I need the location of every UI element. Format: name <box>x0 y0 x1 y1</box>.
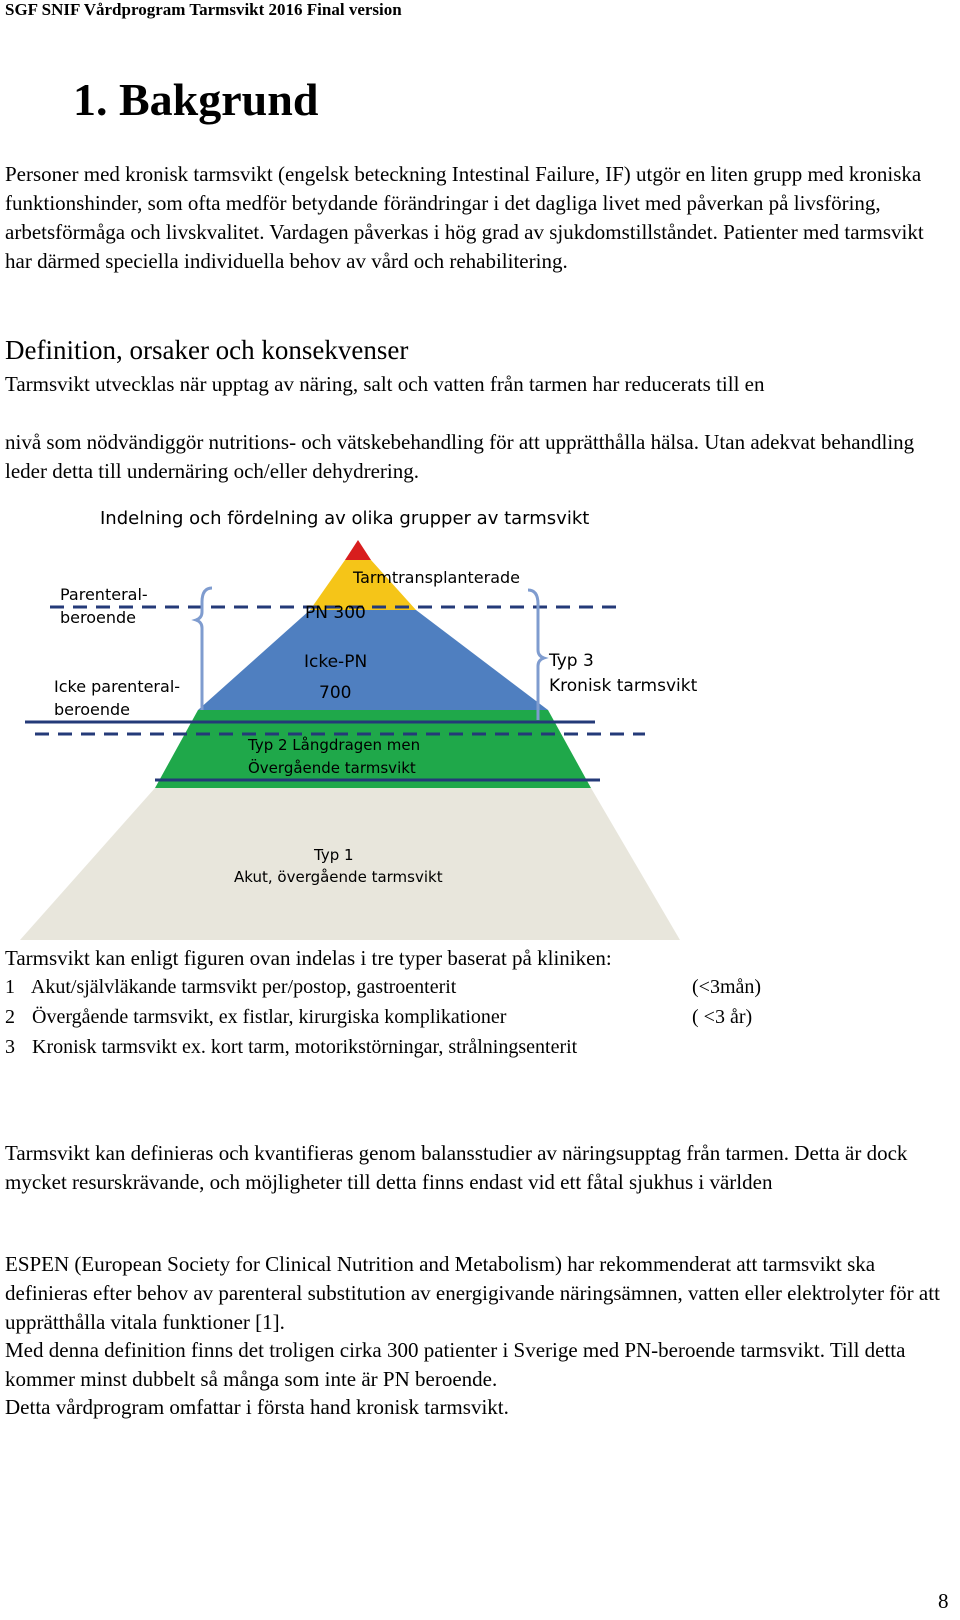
balance-paragraph: Tarmsvikt kan definieras och kvantifieras genom balansstudier av näringsupptag från tarmen. Detta är dock mycket resurskrävande, och möjligheter till detta finns endast vid ett fåtal sjukhus i världen <box>5 1141 908 1194</box>
label-overgaende: Övergående tarmsvikt <box>248 759 416 777</box>
type-duration: (<3mån) <box>692 976 762 998</box>
figure-title: Indelning och fördelning av olika grupper av tarmsvikt <box>100 508 590 529</box>
scope-paragraph: Detta vårdprogram omfattar i första hand kronisk tarmsvikt. <box>5 1395 509 1419</box>
type-row <box>5 1033 577 1061</box>
label-akut: Akut, övergående tarmsvikt <box>234 868 443 886</box>
definition-paragraph: nivå som nödvändiggör nutritions- och vätskebehandling för att upprätthålla hälsa. Utan adekvat behandling leder detta till undernäring och/eller dehydrering. <box>5 430 915 483</box>
label-parenteral-2: beroende <box>60 608 136 627</box>
label-typ1: Typ 1 <box>314 846 354 864</box>
type-number: 2 <box>5 1006 15 1028</box>
type-text: Akut/självläkande tarmsvikt per/postop, gastroenterit <box>30 976 457 998</box>
pyramid-ickepn-layer <box>198 610 548 710</box>
pyramid-top-layer <box>345 540 371 560</box>
label-icke-parenteral-2: beroende <box>54 700 130 719</box>
label-tarmtransplanterade: Tarmtransplanterade <box>353 568 520 587</box>
type-text: Kronisk tarmsvikt ex. kort tarm, motorikstörningar, strålningsenterit <box>32 1036 578 1058</box>
label-kronisk-tarmsvikt: Kronisk tarmsvikt <box>549 676 698 696</box>
chapter-title: 1. Bakgrund <box>73 74 319 125</box>
espen-paragraph: ESPEN (European Society for Clinical Nutrition and Metabolism) har rekommenderat att tarmsvikt ska definieras efter behov av parenteral substitution av energigivande näringsämnen, vatten eller elektrolyter för att upprätthålla vitala funktioner [1]. <box>5 1252 940 1334</box>
label-700: 700 <box>319 683 352 703</box>
pyramid-typ1-layer <box>20 788 680 940</box>
type-row <box>5 973 456 1001</box>
type-row <box>5 1003 506 1031</box>
types-intro: Tarmsvikt kan enligt figuren ovan indelas i tre typer baserat på kliniken: <box>5 946 612 970</box>
type-text: Övergående tarmsvikt, ex fistlar, kirurgiska komplikationer <box>32 1006 507 1028</box>
page-number: 8 <box>938 1589 949 1613</box>
label-typ2: Typ 2 Långdragen men <box>248 736 421 754</box>
definition-line-1: Tarmsvikt utvecklas när upptag av näring, salt och vatten från tarmen har reducerats till en <box>5 372 765 396</box>
type-duration: ( <3 år) <box>692 1006 753 1028</box>
label-pn-300: PN 300 <box>305 603 366 623</box>
intro-paragraph: Personer med kronisk tarmsvikt (engelsk beteckning Intestinal Failure, IF) utgör en liten grupp med kroniska funktionshinder, som ofta medför betydande förändringar i det dagliga livet med påverkan på livsföring, arbetsförmåga och livskvalitet. Vardagen påverkas i hög grad av sjukdomstillståndet. Patienter med tarmsvikt har därmed speciella individuella behov av vård och rehabilitering. <box>5 162 924 273</box>
label-parenteral-1: Parenteral- <box>60 585 148 604</box>
type-number: 1 <box>5 976 15 998</box>
section-heading: Definition, orsaker och konsekvenser <box>5 335 409 365</box>
running-header: SGF SNIF Vårdprogram Tarmsvikt 2016 Final version <box>5 0 402 19</box>
type-number: 3 <box>5 1036 15 1058</box>
pn-estimate-paragraph: Med denna definition finns det troligen cirka 300 patienter i Sverige med PN-beroende tarmsvikt. Till detta kommer minst dubbelt så många som inte är PN beroende. <box>5 1338 906 1391</box>
intestinal-failure-pyramid-figure <box>20 508 700 960</box>
label-icke-parenteral-1: Icke parenteral- <box>54 677 181 696</box>
label-icke-pn: Icke-PN <box>304 652 368 672</box>
label-typ3: Typ 3 <box>549 651 594 671</box>
